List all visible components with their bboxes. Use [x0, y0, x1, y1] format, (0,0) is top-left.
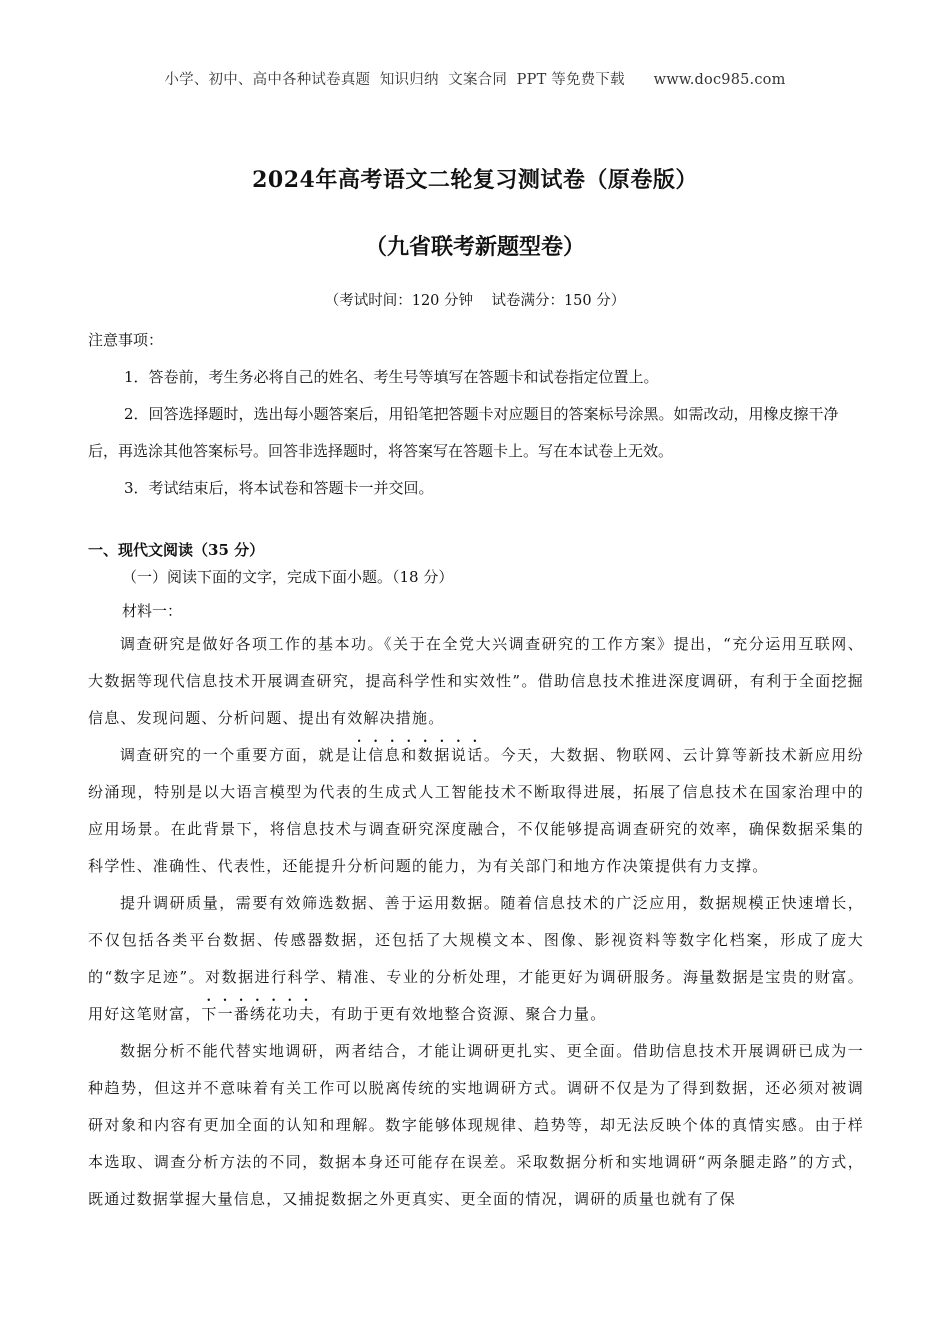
- notes-heading: 注意事项：: [88, 331, 164, 349]
- page-subtitle: （九省联考新题型卷）: [364, 234, 585, 260]
- section-subheading: （一）阅读下面的文字，完成下面小题。（18 分）: [122, 568, 454, 586]
- note-item-2: 2．回答选择题时，选出每小题答案后，用铅笔把答题卡对应题目的答案标号涂黑。如需改动，用橡皮擦干净后，再选涂其他答案标号。回答非选择题时，将答案写在答题卡上。写在本试卷上无效。: [88, 405, 839, 460]
- emphasis-phrase-1: 让信息和数据说话: [351, 746, 484, 764]
- paragraph-2-text-a: 调查研究的一个重要方面，就是: [120, 746, 352, 764]
- paragraph-3: [88, 885, 864, 1033]
- reading-passage: [88, 626, 864, 1218]
- paragraph-4: 数据分析不能代替实地调研，两者结合，才能让调研更扎实、更全面。借助信息技术开展调研已成为一种趋势，但这并不意味着有关工作可以脱离传统的实地调研方式。调研不仅是为了得到数据，还必须对被调研对象和内容有更加全面的认知和理解。数字能够体现规律、趋势等，却无法反映个体的真情实感。由于样本选取、调查分析方法的不同，数据本身还可能存在误差。采取数据分析和实地调研“两条腿走路”的方式，既通过数据掌握大量信息，又捕捉数据之外更真实、更全面的情况，调研的质量也就有了保: [88, 1042, 864, 1208]
- header-banner: 小学、初中、高中各种试卷真题 知识归纳 文案合同 PPT 等免费下载 www.doc985.com: [164, 72, 786, 88]
- paragraph-3-text-b: ，有助于更有效地整合资源、聚合力量。: [314, 1005, 607, 1023]
- section-heading: 一、现代文阅读（35 分）: [88, 541, 265, 559]
- paragraph-2: [88, 737, 864, 885]
- notes-block: [88, 322, 864, 507]
- paragraph-3-text-a: 提升调研质量，需要有效筛选数据、善于运用数据。随着信息技术的广泛应用，数据规模正快速增长，不仅包括各类平台数据、传感器数据，还包括了大规模文本、图像、影视资料等数字化档案，形成了庞大的“数字足迹”。对数据进行科学、精准、专业的分析处理，才能更好为调研服务。海量数据是宝贵的财富。用好这笔财富，: [88, 894, 864, 1023]
- paragraph-1: 调查研究是做好各项工作的基本功。《关于在全党大兴调查研究的工作方案》提出，“充分运用互联网、大数据等现代信息技术开展调查研究，提高科学性和实效性”。借助信息技术推进深度调研，有利于全面挖掘信息、发现问题、分析问题、提出有效解决措施。: [88, 635, 864, 727]
- material-label: 材料一：: [122, 602, 183, 620]
- note-item-3: 3．考试结束后，将本试卷和答题卡一并交回。: [124, 479, 434, 497]
- page-title: 2024年高考语文二轮复习测试卷（原卷版）: [252, 167, 698, 193]
- paragraph-2-text-b: 。今天，大数据、物联网、云计算等新技术新应用纷纷涌现，特别是以大语言模型为代表的生成式人工智能技术不断取得进展，拓展了信息技术在国家治理中的应用场景。在此背景下，将信息技术与调查研究深度融合，不仅能够提高调查研究的效率，确保数据采集的科学性、准确性、代表性，还能提升分析问题的能力，为有关部门和地方作决策提供有力支撑。: [88, 746, 864, 875]
- emphasis-phrase-2: 下一番绣花功夫: [201, 1005, 315, 1023]
- section-header: [88, 537, 864, 625]
- note-item-1: 1．答卷前，考生务必将自己的姓名、考生号等填写在答题卡和试卷指定位置上。: [124, 368, 659, 386]
- exam-info: （考试时间：120 分钟 试卷满分：150 分）: [324, 293, 626, 309]
